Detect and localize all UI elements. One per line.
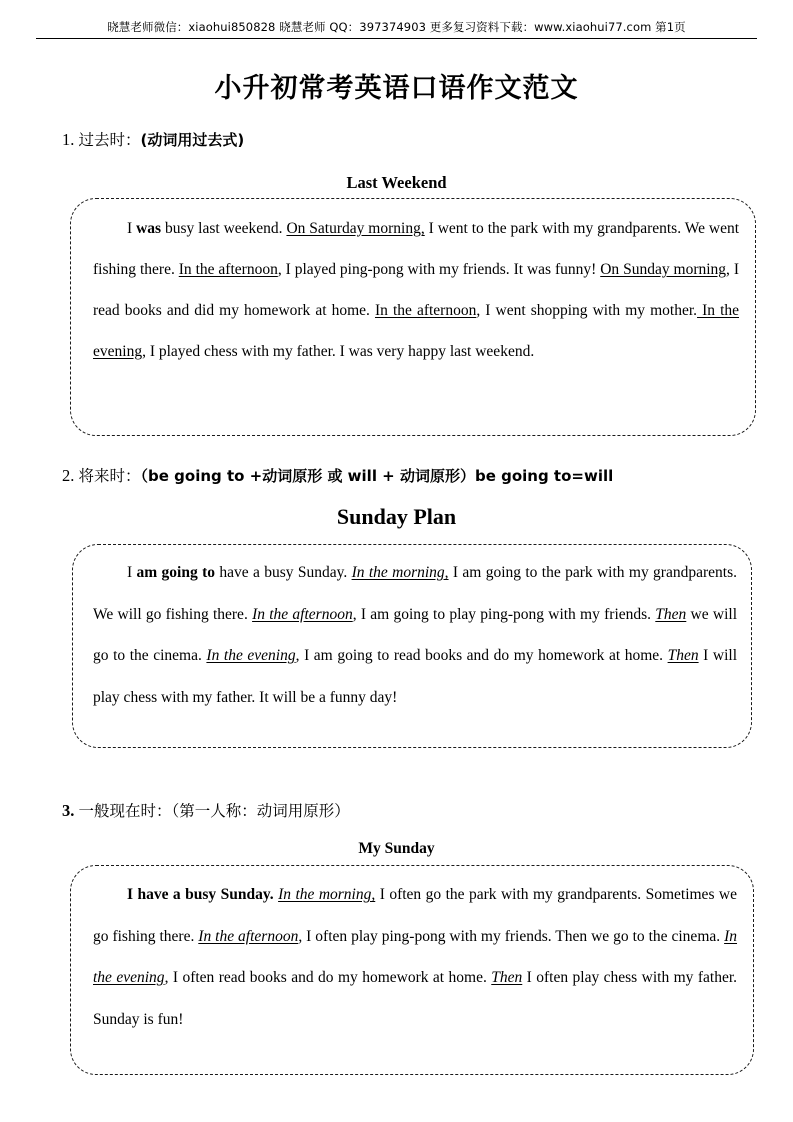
section-label-2 [62, 465, 752, 487]
page-title: 小升初常考英语口语作文范文 [214, 73, 579, 104]
running-header-text: 晓慧老师微信：xiaohui850828 晓慧老师 QQ：397374903 更多复习资料下载：www.xiaohui77.com 第1页 [107, 20, 686, 34]
section-label-3 [62, 800, 752, 822]
section-title-cn-1: 过去时： [78, 131, 141, 149]
essay-text-last-weekend: I was busy last weekend. On Saturday morning, I went to the park with my grandparents. We went fishing there. In the afternoon, I played ping-pong with my friends. It was funny! On Sunday morning, I read books and did my homework at home. In the afternoon, I went shopping with my mother. In the evening, I played chess with my father. I was very happy last weekend. [93, 220, 740, 360]
section-title-cn-3: 一般现在时： [78, 802, 172, 820]
essay-text-my-sunday: I have a busy Sunday. In the morning, I often go the park with my grandparents. Sometimes we go fishing there. In the afternoon, I often play ping-pong with my friends. Then we go to the cinema. In the evening, I often read books and do my homework at home. Then I often play chess with my father. Sunday is fun! [93, 886, 738, 1028]
section-note-2: （be going to +动词原形 或 will + 动词原形）be going to=will [140, 467, 614, 485]
essay-text-sunday-plan: I am going to have a busy Sunday. In the morning, I am going to the park with my grandparents. We will go fishing there. In the afternoon, I am going to play ping-pong with my friends. Then we will go to the cinema. In the evening, I am going to read books and do my homework at home. Then I will play chess with my father. It will be a funny day! [93, 564, 738, 706]
section-note-3: （第一人称：动词用原形） [171, 802, 350, 820]
essay-box-my-sunday [70, 865, 754, 1075]
header-rule [36, 38, 757, 39]
essay-box-sunday-plan [72, 544, 752, 748]
section-note-1: (动词用过去式) [140, 131, 245, 149]
essay-heading-2: Sunday Plan [336, 504, 457, 529]
essay-box-last-weekend [70, 198, 756, 436]
section-title-cn-2: 将来时： [78, 467, 141, 485]
running-header [36, 20, 757, 39]
section-number-2: 2. [62, 466, 75, 485]
section-number-3: 3. [62, 801, 75, 820]
section-label-1 [62, 129, 752, 151]
section-number-1: 1. [62, 130, 75, 149]
essay-heading-3: My Sunday [358, 840, 435, 857]
essay-heading-1: Last Weekend [346, 173, 447, 192]
